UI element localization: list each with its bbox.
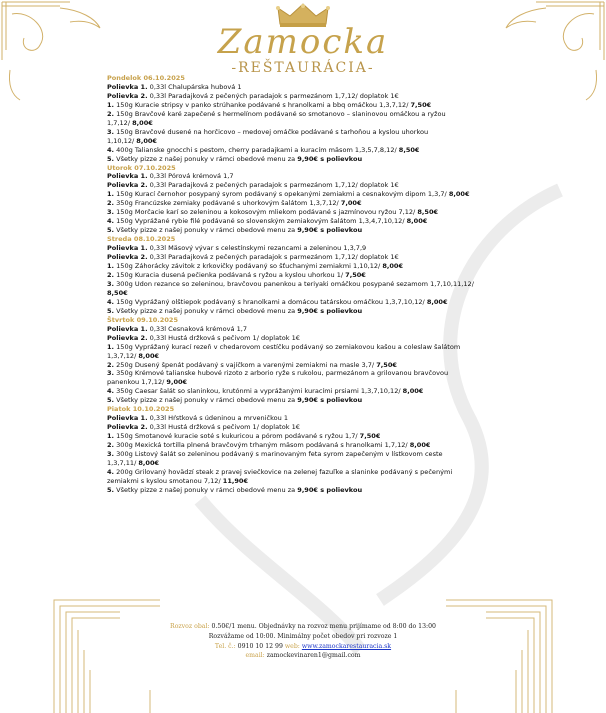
menu-item [107,414,552,423]
menu-item-text: 150g Kuracia dusená pečienka podávaná s ryžou a kyslou uhorkou 1/ [114,270,346,279]
menu-item-text: 0,33l Chalupárska hubová 1 [147,82,242,91]
day-heading: Piatok 10.10.2025 [107,405,175,414]
menu-item-text: 150g Vyprážané rybie filé podávané so slovenským zemiakovým šalátom 1,3,4,7,10,12/ [114,217,407,226]
menu-item [107,486,552,495]
menu-item [107,253,552,262]
menu-item-price: 8,00€ [132,118,153,127]
menu-item-label: Polievka 2. [107,253,148,262]
menu-item-price: 8,00€ [426,297,448,306]
menu-item [107,477,552,486]
menu-item-text: 0,33l Pórová krémová 1,7 [147,172,234,181]
menu-item-text: 150g Vyprážaný olštiepok podávaný s hranolkami a domácou tatárskou omáčkou 1,3,7,10,12/ [114,297,427,306]
menu-item-label: 2. [107,441,115,450]
menu-item-label: Polievka 1. [107,244,148,253]
menu-item [107,298,552,307]
menu-item [107,244,552,253]
menu-item-text: Všetky pizze z našej ponuky v rámci obedové menu za [114,306,298,315]
menu-item-text: 0,33l Paradajková z pečených paradajok s parmezánom 1,7,12/ doplatok 1€ [147,253,399,262]
menu-item [107,271,552,280]
menu-item-text: 150g Smotanové kuracie soté s kukuricou a pórom podávané s ryžou 1,7/ [114,432,360,441]
menu-item [107,369,552,378]
menu-item-label: 1. [107,100,115,109]
menu-item [107,361,552,370]
menu-item-label: 5. [107,485,115,494]
menu-item [107,468,552,477]
menu-item-price: 7,50€ [345,270,366,279]
menu-item-text: 0,33l Hustá držková s pečivom 1/ doplatok 1€ [147,333,300,342]
menu-item [107,262,552,271]
menu-item-label: 4. [107,297,115,306]
menu-item [107,432,552,441]
footer-label-email: email: [245,652,265,660]
menu-item-price: 8,00€ [138,351,160,360]
menu-item-label: Polievka 2. [107,333,148,342]
menu-item-price: 7,00€ [340,199,362,208]
menu-item [107,181,552,190]
menu-item-price: 7,50€ [359,432,381,441]
menu-item [107,128,552,137]
menu-item-text: Všetky pizze z našej ponuky v rámci obedové menu za [114,154,298,163]
menu-item-label: Polievka 1. [107,414,148,423]
menu-item-text: panenkou 1,7,12/ [107,378,167,387]
menu-item-text: 1,3,7,12/ [107,351,139,360]
menu-item-label: 2. [107,199,115,208]
menu-item-price: 9,90€ s polievkou [297,396,363,405]
menu-item-price: 9,00€ [166,378,188,387]
menu-item [107,441,552,450]
menu-item-text: 350g Caesar šalát so slaninkou, krutónmi a vyprážanými kuracími prsiami 1,3,7,10,12/ [114,387,403,396]
footer-line-4 [150,651,456,661]
menu-item-label: 5. [107,306,115,315]
day-heading: Pondelok 06.10.2025 [107,74,185,82]
menu-item [107,423,552,432]
menu-item-label: Polievka 2. [107,423,148,432]
menu-item-price: 11,90€ [222,476,249,485]
menu-item [107,289,552,298]
menu-item-label: Polievka 1. [107,324,148,333]
menu-item [107,280,552,289]
menu-item-text: 1,7,12/ [107,118,133,127]
day-heading: Streda 08.10.2025 [107,235,176,244]
menu-item-text: 150g Kuracie stripsy v panko strúhanke podávané s hranolkami a bbq omáčkou 1,3,7,12/ [114,100,411,109]
footer-email: zamockevinaren1@gmail.com [264,652,361,660]
menu-item-label: 2. [107,270,115,279]
menu-item [107,101,552,110]
footer-delivery-text: 0.50€/1 menu. Objednávky na rozvoz menu prijímame od 8:00 do 13:00 [209,623,436,630]
menu-item [107,352,552,361]
footer-line-3 [150,642,456,652]
menu-item-text: 300g Listový šalát so zeleninou podávaný s marinovaným feta syrom zapečeným v lístkovom ceste [114,450,443,459]
menu-item-label: Polievka 2. [107,91,148,100]
menu-item-label: 3. [107,208,115,217]
menu-item [107,172,552,181]
menu-item [107,396,552,405]
menu-item-price: 8,00€ [138,458,160,467]
menu-item-text: 300g Mexická tortilla plnená bravčovým trhaným mäsom podávaná s hranolkami 1,7,12/ [114,441,410,450]
footer-line-1 [150,622,456,632]
menu-item-text: 0,33l Mäsový vývar s celestínskymi rezancami a zeleninou 1,3,7,9 [147,244,367,253]
footer-label-phone: Tel. č.: [214,642,236,650]
menu-item-price: 8,50€ [417,208,439,217]
menu-item-label: 1. [107,432,115,441]
menu-item-label: 1. [107,262,115,271]
menu-item [107,325,552,334]
menu-item-label: 3. [107,279,115,288]
menu-item-label: 4. [107,387,115,396]
menu-item-text: 300g Udon rezance so zeleninou, bravčovou panenkou a teriyaki omáčkou posypané sezamom 1,7,10,11,12/ [114,279,474,288]
menu-item-text: 150g Záhorácky závitok z krkovičky podávaný so šťuchanými zemiakmi 1,10,12/ [114,262,383,271]
menu-item-price: 8,00€ [136,136,157,145]
menu-item [107,137,552,146]
menu-item-text: 350g Krémové talianske hubové rizoto z arborio ryže s rukolou, parmezánom a grilovanou bravčovou [114,369,449,378]
menu-item-label: 4. [107,145,115,154]
logo-subtitle: -REŠTAURÁCIA- [231,60,375,76]
menu-item-price: 8,00€ [382,262,404,271]
menu-item-price: 7,50€ [410,100,432,109]
menu-item-text: zemiakmi s kyslou smotanou 7,12/ [107,476,223,485]
menu-item-label: 1. [107,342,115,351]
menu-item [107,110,552,119]
menu-item-label: Polievka 1. [107,172,148,181]
menu-item-price: 8,00€ [406,217,428,226]
menu-item-price: 7,50€ [376,360,397,369]
menu-item-text: Všetky pizze z našej ponuky v rámci obedové menu za [114,396,298,405]
menu-item-price: 9,90€ s polievkou [297,485,363,494]
menu-item-label: Polievka 2. [107,181,148,190]
menu-item-price: 9,90€ s polievkou [297,154,363,163]
footer-label-delivery: Rozvoz obal: [170,623,210,630]
footer-info [150,622,456,661]
menu-item [107,334,552,343]
menu-item-label: 2. [107,360,115,369]
menu-item [107,119,552,128]
menu-item [107,307,552,316]
corner-lines-bottom-right [446,600,552,713]
menu-item-text: 0,33l Hŕstková s údeninou a mrveničkou 1 [147,414,289,423]
menu-item-text: 1,3,7,11/ [107,458,139,467]
menu-item-text: 400g Talianske gnocchi s pestom, cherry paradajkami a kuracím mäsom 1,3,5,7,8,12/ [114,145,399,154]
menu-item [107,226,552,235]
menu-item-label: 5. [107,226,115,235]
menu-item-price: 8,00€ [402,387,424,396]
menu-item-text: 350g Francúzske zemiaky podávané s uhorkovým šalátom 1,3,7,12/ [114,199,341,208]
menu-item [107,155,552,164]
menu-item [107,146,552,155]
menu-item-text: 1,10,12/ [107,136,137,145]
menu-item [107,450,552,459]
menu-item-text: 150g Bravčové dusené na horčicovo – medovej omáčke podávané s tarhoňou a kyslou uhorkou [114,127,429,136]
daily-menu [107,74,552,495]
menu-item-price: 8,00€ [409,441,431,450]
menu-item [107,343,552,352]
menu-item-text: Všetky pizze z našej ponuky v rámci obedové menu za [114,226,298,235]
menu-item-price: 8,00€ [448,190,470,199]
menu-item-label: 3. [107,450,115,459]
menu-item-text: 150g Bravčové karé zapečené s hermelínom podávané so smotanovo – slaninovou omáčkou a ryžou [114,109,446,118]
menu-item-text: 150g Vyprážaný kurací rezeň v chedarovom cestíčku podávaný so zemiakovou kašou a coleslaw šalátom [114,342,461,351]
menu-item-label: 3. [107,127,115,136]
logo-text: Zamocka [217,22,389,62]
menu-item [107,190,552,199]
menu-item-label: 4. [107,467,115,476]
menu-item-label: 5. [107,396,115,405]
menu-item-price: 9,90€ s polievkou [297,306,363,315]
footer-phone: 0910 10 12 99 [235,642,285,650]
menu-item-text: 0,33l Paradajková z pečených paradajok s parmezánom 1,7,12/ doplatok 1€ [147,91,399,100]
menu-item-label: 4. [107,217,115,226]
menu-item-price: 9,90€ s polievkou [297,226,363,235]
footer-web-link[interactable]: www.zamockarestauracia.sk [301,642,392,650]
menu-item-price: 8,50€ [107,288,128,297]
menu-item-text: 0,33l Hustá držková s pečivom 1/ doplatok 1€ [147,423,300,432]
menu-item-label: 5. [107,154,115,163]
menu-item [107,378,552,387]
menu-item-text: 200g Grilovaný hovädzí steak z pravej sviečkovice na zelenej fazuľke a slaninke podávaný s pečenými [114,467,453,476]
menu-item [107,92,552,101]
menu-item-text: 150g Kurací černohor posypaný syrom podávaný s opekanými zemiakmi a cesnakovým dipom 1,3,7/ [114,190,449,199]
menu-item [107,217,552,226]
menu-item-text: 150g Morčacie karí so zeleninou a kokosovým mliekom podávané s jazmínovou ryžou 7,12/ [114,208,418,217]
menu-item-label: 3. [107,369,115,378]
menu-item [107,83,552,92]
menu-item-text: 250g Dusený špenát podávaný s vajíčkom a varenými zemiakmi na masle 3,7/ [114,360,377,369]
menu-item-label: Polievka 1. [107,82,148,91]
footer-label-web: web: [284,642,300,650]
menu-item-text: 0,33l Paradajková z pečených paradajok s parmezánom 1,7,12/ doplatok 1€ [147,181,399,190]
menu-item-label: 2. [107,109,115,118]
day-heading: Utorok 07.10.2025 [107,163,176,172]
menu-item-price: 8,50€ [398,145,420,154]
footer-line-2: Rozvážame od 10:00. Minimálny počet obedov pri rozvoze 1 [208,632,398,640]
menu-item [107,208,552,217]
menu-item-text: 0,33l Cesnaková krémová 1,7 [147,324,247,333]
menu-item-text: Všetky pizze z našej ponuky v rámci obedové menu za [114,485,298,494]
day-heading: Štvrtok 09.10.2025 [107,315,179,324]
menu-item-label: 1. [107,190,115,199]
menu-item [107,459,552,468]
corner-lines-bottom-left [54,600,160,713]
menu-item [107,387,552,396]
menu-item [107,199,552,208]
